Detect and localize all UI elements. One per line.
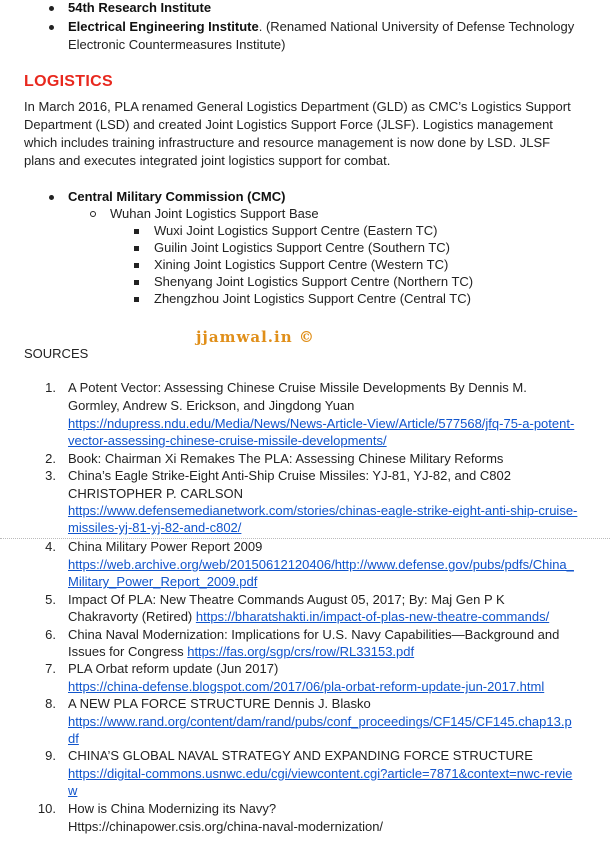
logistics-para-line: which includes training infrastructure and resource management is now done by LSD. JLSF — [24, 135, 551, 150]
cmc-label: Central Military Commission (CMC) — [68, 189, 286, 204]
source-title: Gormley, Andrew S. Erickson, and Jingdong Yuan — [68, 398, 355, 413]
source-number: 7. — [45, 661, 56, 676]
source-number: 5. — [45, 592, 56, 607]
bullet-icon — [49, 6, 54, 11]
source-title: CHINA’S GLOBAL NAVAL STRATEGY AND EXPANDING FORCE STRUCTURE — [68, 748, 533, 763]
bullet-icon — [49, 195, 54, 200]
source-link[interactable]: https://fas.org/sgp/crs/row/RL33153.pdf — [187, 644, 415, 659]
logistics-para-line: plans and executes integrated joint logistics support for combat. — [24, 153, 391, 168]
source-title: Book: Chairman Xi Remakes The PLA: Assessing Chinese Military Reforms — [68, 451, 504, 466]
centre-item: Zhengzhou Joint Logistics Support Centre (Central TC) — [154, 291, 471, 306]
hollow-bullet-icon — [90, 211, 96, 217]
source-link[interactable]: missiles-yj-81-yj-82-and-c802/ — [68, 520, 242, 535]
centre-item: Wuxi Joint Logistics Support Centre (Eastern TC) — [154, 223, 438, 238]
source-link[interactable]: https://www.rand.org/content/dam/rand/pubs/conf_proceedings/CF145/CF145.chap13.p — [68, 714, 572, 729]
source-link[interactable]: w — [68, 783, 78, 798]
centre-item: Xining Joint Logistics Support Centre (Western TC) — [154, 257, 449, 272]
institute-eei-note: . (Renamed National University of Defense Technology — [258, 19, 575, 34]
source-number: 6. — [45, 627, 56, 642]
source-title: China’s Eagle Strike-Eight Anti-Ship Cruise Missiles: YJ-81, YJ-82, and C802 — [68, 468, 511, 483]
source-title-cont: Chakravorty (Retired) — [68, 609, 196, 624]
source-title: A NEW PLA FORCE STRUCTURE Dennis J. Blasko — [68, 696, 371, 711]
watermark-text: jjamwal.in © — [196, 328, 315, 346]
source-link[interactable]: https://web.archive.org/web/20150612120406/http://www.defense.gov/pubs/pdfs/China_ — [68, 557, 574, 572]
square-bullet-icon — [134, 246, 139, 251]
source-title: A Potent Vector: Assessing Chinese Cruise Missile Developments By Dennis M. — [68, 380, 527, 395]
bullet-icon — [49, 25, 54, 30]
square-bullet-icon — [134, 280, 139, 285]
square-bullet-icon — [134, 297, 139, 302]
square-bullet-icon — [134, 229, 139, 234]
institute-eei-name: Electrical Engineering Institute — [68, 19, 259, 34]
source-link[interactable]: https://china-defense.blogspot.com/2017/06/pla-orbat-reform-update-jun-2017.html — [68, 679, 545, 694]
source-title-cont: Issues for Congress — [68, 644, 188, 659]
source-title-line2 — [68, 609, 549, 624]
centre-item: Shenyang Joint Logistics Support Centre (Northern TC) — [154, 274, 474, 289]
sources-heading: SOURCES — [24, 346, 89, 361]
source-title: How is China Modernizing its Navy? — [68, 801, 277, 816]
source-number: 9. — [45, 748, 56, 763]
source-title: PLA Orbat reform update (Jun 2017) — [68, 661, 279, 676]
institute-eei-note-cont: Electronic Countermeasures Institute) — [68, 37, 286, 52]
source-url-text: Https://chinapower.csis.org/china-naval-modernization/ — [68, 819, 384, 834]
centre-item: Guilin Joint Logistics Support Centre (Southern TC) — [154, 240, 451, 255]
institute-54th: 54th Research Institute — [68, 0, 212, 15]
logistics-para-line: In March 2016, PLA renamed General Logistics Department (GLD) as CMC’s Logistics Support — [24, 99, 571, 114]
source-number: 1. — [45, 380, 56, 395]
source-number: 10. — [37, 801, 56, 816]
source-link[interactable]: https://bharatshakti.in/impact-of-plas-new-theatre-commands/ — [195, 609, 550, 624]
source-link[interactable]: vector-assessing-chinese-cruise-missile-developments/ — [68, 433, 387, 448]
source-title: China Military Power Report 2009 — [68, 539, 263, 554]
wuhan-base-label: Wuhan Joint Logistics Support Base — [110, 206, 319, 221]
source-number: 4. — [45, 539, 56, 554]
source-link[interactable]: df — [68, 731, 79, 746]
source-title-line2 — [68, 644, 414, 659]
source-link[interactable]: https://www.defensemedianetwork.com/stories/chinas-eagle-strike-eight-anti-ship-cruise- — [68, 503, 578, 518]
source-title: CHRISTOPHER P. CARLSON — [68, 486, 244, 501]
source-number: 3. — [45, 468, 56, 483]
section-heading-logistics: LOGISTICS — [24, 73, 113, 90]
source-title: China Naval Modernization: Implications for U.S. Navy Capabilities—Background and — [68, 627, 560, 642]
logistics-para-line: Department (LSD) and created Joint Logistics Support Force (JLSF). Logistics management — [24, 117, 553, 132]
institute-eei — [68, 19, 574, 34]
source-title: Impact Of PLA: New Theatre Commands August 05, 2017; By: Maj Gen P K — [68, 592, 505, 607]
source-number: 8. — [45, 696, 56, 711]
square-bullet-icon — [134, 263, 139, 268]
source-link[interactable]: https://ndupress.ndu.edu/Media/News/News-Article-View/Article/577568/jfq-75-a-potent- — [68, 416, 575, 431]
source-number: 2. — [45, 451, 56, 466]
source-link[interactable]: Military_Power_Report_2009.pdf — [68, 574, 258, 589]
source-link[interactable]: https://digital-commons.usnwc.edu/cgi/viewcontent.cgi?article=7871&context=nwc-revie — [68, 766, 573, 781]
